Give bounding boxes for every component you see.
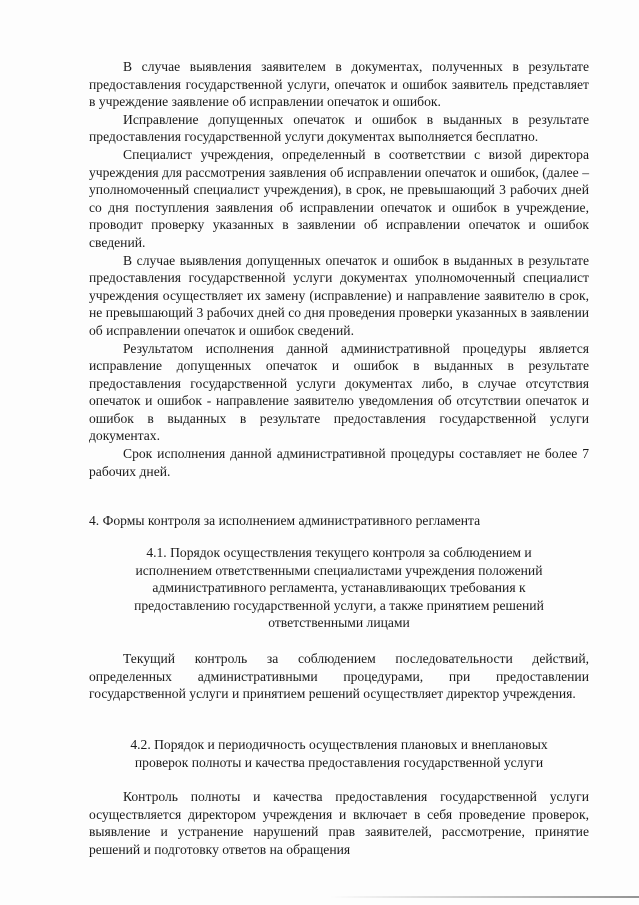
section-4-2-body	[89, 788, 589, 858]
section-4-2-paragraph: Контроль полноты и качества предоставления государственной услуги осуществляется директором учреждения и включает в себя проведение проверок, выявление и устранение нарушений прав заявителей, рассмотрение, принятие решений и подготовку ответов на обращения	[89, 789, 589, 857]
section-4-2-title: 4.2. Порядок и периодичность осуществления плановых и внеплановых проверок полноты и качества предоставления государственной услуги	[130, 737, 548, 770]
paragraph-free-correction: Исправление допущенных опечаток и ошибок в выданных в результате предоставления государственной услуги документах выполняется бесплатно.	[89, 111, 589, 145]
section-4-1-title: 4.1. Порядок осуществления текущего контроля за соблюдением и исполнением ответственными специалистами учреждения положений административного регламента, устанавливающих требования к предоставлению государственной услуги, а также принятием решений ответственными лицами	[134, 545, 544, 631]
section-4-heading-block	[89, 512, 589, 530]
section-4-2-heading-block	[89, 736, 589, 771]
paragraph-specialist-check: Специалист учреждения, определенный в соответствии с визой директора учреждения для рассмотрения заявления об исправлении опечаток и ошибок, (далее – уполномоченный специалист учреждения), в срок, не превышающий 3 рабочих дней со дня поступления заявления об исправлении опечаток и ошибок в учреждение, проводит проверку указанных в заявлении об исправлении опечаток и ошибок сведений.	[89, 146, 589, 250]
scan-edge-divider	[330, 896, 639, 898]
paragraph-errors-detected: В случае выявления заявителем в документах, полученных в результате предоставления государственной услуги, опечаток и ошибок заявитель представляет в учреждение заявление об исправлении опечаток и ошибок.	[89, 59, 589, 110]
section-4-1-body	[89, 650, 589, 703]
paragraph-result: Результатом исполнения данной административной процедуры является исправление допущенных опечаток и ошибок в выданных в результате предоставления государственной услуги документах либо, в случае отсутствия опечаток и ошибок - направление заявителю уведомления об отсутствии опечаток и ошибок в выданных в результате предоставления государственной услуги документах.	[89, 340, 589, 444]
paragraph-replacement: В случае выявления допущенных опечаток и ошибок в выданных в результате предоставления государственной услуги документах уполномоченный специалист учреждения осуществляет их замену (исправление) и направление заявителю в срок, не превышающий 3 рабочих дней со дня проведения проверки указанных в заявлении об исправлении опечаток и ошибок сведений.	[89, 252, 589, 338]
section-4-1-heading-block	[89, 544, 589, 632]
paragraph-deadline: Срок исполнения данной административной процедуры составляет не более 7 рабочих дней.	[89, 446, 589, 479]
section-4-1-paragraph: Текущий контроль за соблюдением последовательности действий, определенных административными процедурами, при предоставлении государственной услуги и принятием решений осуществляет директор учреждения.	[89, 651, 589, 702]
procedure-text-block	[89, 58, 589, 480]
section-4-title: 4. Формы контроля за исполнением административного регламента	[89, 513, 481, 528]
